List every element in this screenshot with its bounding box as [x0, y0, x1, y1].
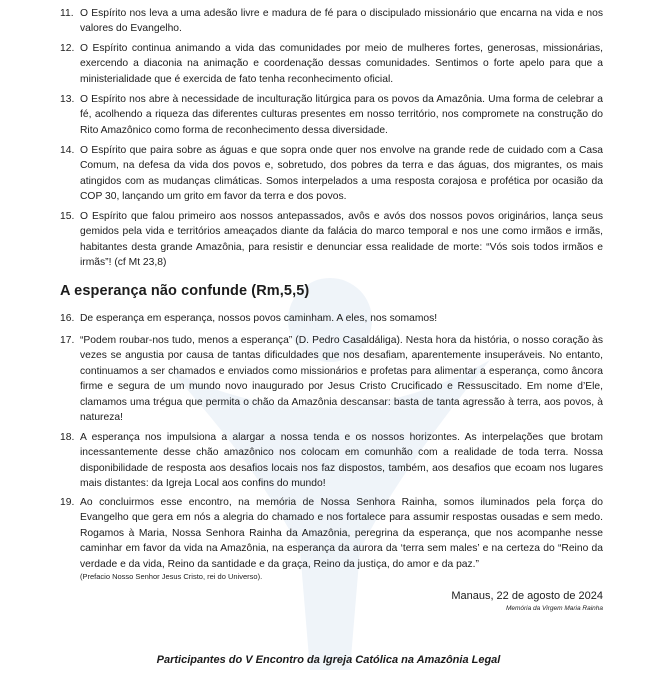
paragraph-16	[60, 311, 603, 326]
paragraph-number: 19.	[60, 497, 75, 508]
paragraph-text: Ao concluirmos esse encontro, na memória de Nossa Senhora Rainha, somos iluminados pela força do Evangelho que gera em nós a alegria do chamado e nos fortalece para assumir respostas ousadas e sem medo. Rogamos à Maria, Nossa Senhora Rainha da Amazônia, peregrina da esperança, que nos acompanhe nesse caminhar em favor da vida na Amazônia, na esperança da aurora da ‘terra sem males’ e na certeza do “Reino da verdade e da vida, Reino da santidade e da graça, Reino da justiça, do amor e da paz.”	[80, 497, 603, 570]
paragraph-number: 11.	[60, 8, 74, 19]
paragraph-11	[60, 6, 603, 37]
paragraph-text: O Espírito nos abre à necessidade de inculturação litúrgica para os povos da Amazônia. Uma forma de celebrar a fé, acolhendo a riqueza das diferentes culturas presentes em nosso território, nos compromete na construção do Rito Amazônico como forma de reconhecimento dessa diversidade.	[80, 94, 603, 136]
paragraph-number: 16.	[60, 313, 75, 324]
prefacio-note: (Prefacio Nosso Senhor Jesus Cristo, rei do Universo).	[80, 572, 263, 582]
paragraph-number: 13.	[60, 94, 75, 105]
paragraph-17	[60, 333, 603, 425]
paragraph-12	[60, 41, 603, 87]
paragraph-15	[60, 209, 603, 271]
memoria-line: Memória da Virgem Maria Rainha	[505, 605, 603, 612]
paragraph-text: O Espírito nos leva a uma adesão livre e madura de fé para o discipulado missionário que encarna na vida e nos valores do Evangelho.	[80, 8, 603, 35]
paragraph-19	[60, 495, 603, 582]
paragraph-number: 14.	[60, 145, 75, 156]
paragraph-text: O Espírito continua animando a vida das comunidades por meio de mulheres fortes, generosas, missionárias, exercendo a diaconia na animação e coordenação dessas comunidades. Sentimos o forte apelo para que a ministerialidade que é exercida de fato tenha reconhecimento oficial.	[80, 43, 603, 85]
paragraph-13	[60, 92, 603, 138]
paragraph-text: A esperança nos impulsiona a alargar a nossa tenda e os nossos horizontes. As interpelações que brotam incessantemente desse chão amazônico nos colocam em comunhão com a realidade de toda terra. Nossa disponibilidade de resposta aos desafios locais nos faz dispostos, também, aos desafios que ecoam nos lugares mais distantes: da Igreja Local aos confins do mundo!	[80, 432, 603, 490]
paragraph-number: 15.	[60, 211, 75, 222]
paragraph-text: O Espírito que paira sobre as águas e que sopra onde quer nos envolve na grande rede de cuidado com a Casa Comum, na defesa da vida dos povos e, sobretudo, dos pobres da terra e das águas, dos migrantes, os mais atingidos com as mudanças climáticas. Somos interpelados a uma resposta corajosa e profética por ocasião da COP 30, lançando um grito em favor da terra e dos povos.	[80, 145, 603, 203]
paragraph-text: “Podem roubar-nos tudo, menos a esperança” (D. Pedro Casaldáliga). Nesta hora da história, o nosso coração às vezes se angustia por causa de tantas dificuldades que nos desafiam, aparentemente insuperáveis. No entanto, continuamos a ser chamados e enviados como missionários e profetas para alimentar a esperança, como âncora firme e segura de um mundo novo inaugurado por Jesus Cristo Crucificado e Ressuscitado. Em nome d’Ele, clamamos uma trégua que permita o chão da Amazônia descansar: basta de tanta agressão à terra, aos povos, à natureza!	[80, 335, 603, 424]
paragraph-number: 18.	[60, 432, 75, 443]
paragraph-18	[60, 430, 603, 492]
paragraph-text: O Espírito que falou primeiro aos nossos antepassados, avôs e avós dos nossos povos originários, lança seus gemidos pela vida e territórios ameaçados diante da falácia do marco temporal e nos une como irmãos e irmãs, habitantes desta grande Amazônia, para resistir e denunciar essa realidade de morte: “Vós sois todos irmãos e irmãs”! (cf Mt 23,8)	[80, 211, 603, 269]
signature-line: Participantes do V Encontro da Igreja Católica na Amazônia Legal	[156, 654, 501, 666]
paragraph-14	[60, 143, 603, 205]
date-line: Manaus, 22 de agosto de 2024	[451, 590, 603, 602]
paragraph-number: 17.	[60, 335, 75, 346]
paragraph-number: 12.	[60, 43, 75, 54]
paragraph-text: De esperança em esperança, nossos povos caminham. A eles, nos somamos!	[80, 313, 438, 324]
section-heading: A esperança não confunde (Rm,5,5)	[60, 283, 310, 299]
